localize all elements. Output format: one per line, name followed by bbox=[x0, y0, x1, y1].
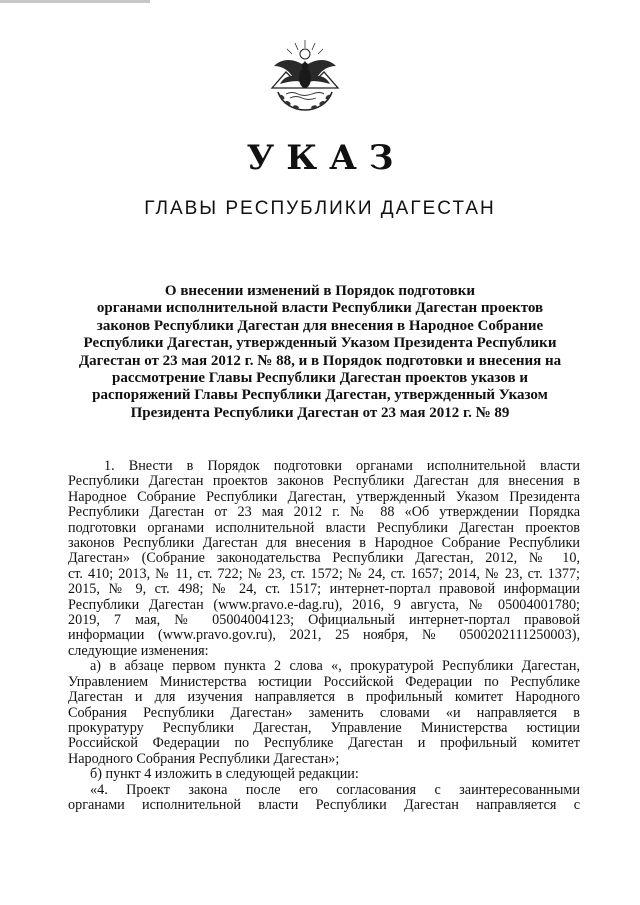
title-line: Президента Республики Дагестан от 23 мая 2012 г. № 89 bbox=[130, 404, 510, 421]
body-line: 1. Внести в Порядок подготовки органами исполнительной власти bbox=[104, 459, 580, 474]
decree-body bbox=[68, 459, 580, 813]
body-line: б) пункт 4 изложить в следующей редакции: bbox=[90, 767, 359, 783]
issuer-heading: ГЛАВЫ РЕСПУБЛИКИ ДАГЕСТАН bbox=[144, 198, 496, 219]
title-line: распоряжений Главы Республики Дагестан, утвержденный Указом bbox=[92, 387, 548, 404]
title-line: Республики Дагестан, утвержденный Указом Президента Республики bbox=[83, 335, 557, 352]
body-line: подготовки органами исполнительной власти Республики Дагестан проектов bbox=[68, 520, 580, 536]
title-line: О внесении изменений в Порядок подготовки bbox=[164, 283, 476, 299]
body-line: Республики Дагестан (www.pravo.e-dag.ru), 2016, 9 августа, № 05004001780; bbox=[68, 597, 580, 613]
body-line: органами исполнительной власти Республики Дагестан направляется с bbox=[68, 797, 580, 813]
body-line: ст. 410; 2013, № 11, ст. 722; № 23, ст. 1572; № 24, ст. 1657; 2014, № 23, ст. 1377; bbox=[68, 566, 580, 582]
body-line: Дагестан» (Собрание законодательства Республики Дагестан, 2012, № 10, bbox=[68, 551, 580, 567]
body-line: следующие изменения: bbox=[68, 643, 209, 659]
body-line: Народное Собрание Республики Дагестан, утвержденный Указом Президента bbox=[68, 489, 580, 505]
body-line: а) в абзаце первом пункта 2 слова «, прокуратурой Республики Дагестан, bbox=[90, 659, 580, 675]
body-line: «4. Проект закона после его согласования с заинтересованными bbox=[90, 782, 580, 798]
body-line: Республики Дагестан проектов законов Республики Дагестан для внесения в bbox=[68, 474, 580, 490]
body-line: законов Республики Дагестан для внесения в Народное Собрание Республики bbox=[68, 536, 580, 552]
body-line: 2019, 7 мая, № 05004004123; Официальный интернет-портал правовой bbox=[68, 613, 580, 629]
title-line: законов Республики Дагестан для внесения в Народное Собрание bbox=[96, 317, 544, 334]
title-line: органами исполнительной власти Республики Дагестан проектов bbox=[96, 300, 544, 317]
title-line: Дагестан от 23 мая 2012 г. № 88, и в Порядок подготовки и внесения на bbox=[78, 352, 562, 369]
body-line: Российской Федерации по Республике Дагестан и профильный комитет bbox=[68, 736, 580, 752]
body-line: Республики Дагестан от 23 мая 2012 г. № 88 «Об утверждении Порядка bbox=[68, 505, 580, 521]
body-line: Народного Собрания Республики Дагестан»; bbox=[68, 751, 340, 767]
coat-of-arms-emblem-icon bbox=[268, 36, 342, 116]
body-line: 2015, № 9, ст. 498; № 24, ст. 1517; интернет-портал правовой информации bbox=[68, 582, 580, 598]
body-line: прокуратуру Республики Дагестан, Управление Министерства юстиции bbox=[68, 720, 580, 736]
scan-edge-mark bbox=[0, 0, 150, 3]
document-type-heading: УКАЗ bbox=[246, 138, 406, 178]
decree-title bbox=[55, 283, 585, 422]
body-line: Дагестан и для изучения направляется в профильный комитет Народного bbox=[68, 690, 580, 706]
body-line: информации (www.pravo.gov.ru), 2021, 25 ноября, № 0500202111250003), bbox=[68, 628, 580, 644]
title-line: рассмотрение Главы Республики Дагестан проектов указов и bbox=[112, 370, 528, 387]
body-line: Собрания Республики Дагестан» заменить словами «и направляется в bbox=[68, 705, 580, 721]
body-line: Управлением Министерства юстиции Российской Федерации по Республике bbox=[68, 674, 580, 690]
